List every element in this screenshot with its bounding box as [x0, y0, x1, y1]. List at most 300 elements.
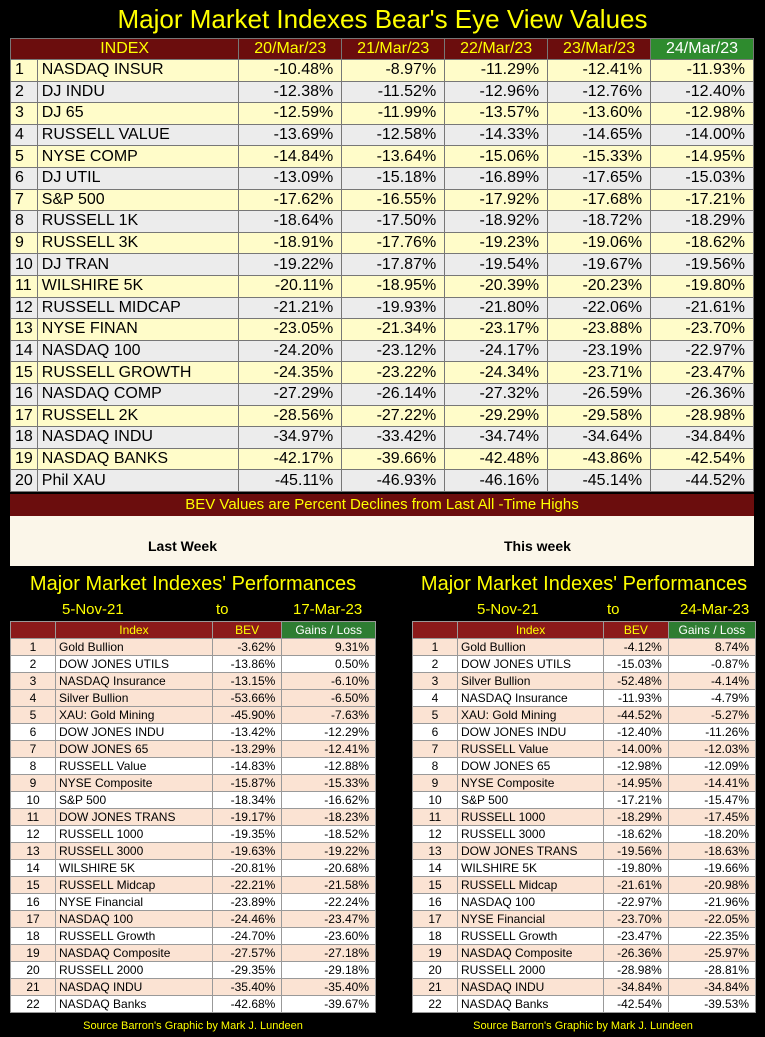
perf-row [413, 911, 756, 928]
perf-row [11, 860, 376, 877]
perf-gain-loss: -16.62% [282, 792, 376, 809]
bev-value: -21.21% [239, 297, 342, 319]
perf-row [11, 656, 376, 673]
bev-index-name: Phil XAU [37, 470, 239, 492]
perf-bev: -26.36% [604, 945, 669, 962]
perf-gain-loss: -5.27% [668, 707, 755, 724]
perf-gain-loss: -39.67% [282, 996, 376, 1013]
this-week-label: This week [504, 538, 571, 554]
bev-value: -12.58% [342, 124, 445, 146]
perf-index-name: RUSSELL 2000 [56, 962, 213, 979]
bev-index-name: S&P 500 [37, 189, 239, 211]
bev-rank: 14 [11, 340, 38, 362]
bev-index-name: NASDAQ BANKS [37, 448, 239, 470]
perf-rank: 9 [11, 775, 56, 792]
perf-row [413, 928, 756, 945]
panel-header-index: Index [458, 622, 604, 639]
perf-rank: 2 [413, 656, 458, 673]
perf-gain-loss: -4.14% [668, 673, 755, 690]
perf-bev: -44.52% [604, 707, 669, 724]
bev-value: -16.55% [342, 189, 445, 211]
perf-index-name: DOW JONES 65 [56, 741, 213, 758]
perf-row [413, 996, 756, 1013]
bev-value: -17.92% [445, 189, 548, 211]
perf-rank: 12 [413, 826, 458, 843]
perf-rank: 5 [11, 707, 56, 724]
bev-value: -46.93% [342, 470, 445, 492]
bev-value: -24.20% [239, 340, 342, 362]
perf-gain-loss: -14.41% [668, 775, 755, 792]
perf-bev: -18.29% [604, 809, 669, 826]
perf-index-name: Gold Bullion [56, 639, 213, 656]
bev-value: -34.74% [445, 427, 548, 449]
perf-rank: 14 [413, 860, 458, 877]
bev-value: -34.84% [651, 427, 754, 449]
bev-rank: 19 [11, 448, 38, 470]
perf-gain-loss: -27.18% [282, 945, 376, 962]
perf-rank: 21 [11, 979, 56, 996]
bev-value: -21.80% [445, 297, 548, 319]
perf-rank: 22 [413, 996, 458, 1013]
perf-gain-loss: -19.66% [668, 860, 755, 877]
perf-bev: -35.40% [212, 979, 281, 996]
perf-index-name: NYSE Composite [458, 775, 604, 792]
perf-index-name: S&P 500 [56, 792, 213, 809]
perf-row [413, 979, 756, 996]
perf-rank: 18 [413, 928, 458, 945]
perf-row [11, 962, 376, 979]
bev-value: -24.17% [445, 340, 548, 362]
perf-rank: 15 [11, 877, 56, 894]
perf-row [413, 826, 756, 843]
perf-gain-loss: -29.18% [282, 962, 376, 979]
perf-gain-loss: -6.50% [282, 690, 376, 707]
perf-index-name: RUSSELL Growth [56, 928, 213, 945]
perf-rank: 11 [11, 809, 56, 826]
bev-value: -45.14% [548, 470, 651, 492]
perf-rank: 3 [11, 673, 56, 690]
bev-index-name: DJ 65 [37, 103, 239, 125]
bev-rank: 18 [11, 427, 38, 449]
bev-header-index: INDEX [11, 39, 239, 60]
bev-value: -44.52% [651, 470, 754, 492]
perf-rank: 7 [413, 741, 458, 758]
perf-row [11, 775, 376, 792]
bev-rank: 20 [11, 470, 38, 492]
perf-row [413, 690, 756, 707]
perf-gain-loss: 8.74% [668, 639, 755, 656]
perf-rank: 16 [11, 894, 56, 911]
bev-row [11, 232, 754, 254]
bev-value: -12.59% [239, 103, 342, 125]
bev-value: -46.16% [445, 470, 548, 492]
perf-gain-loss: -20.68% [282, 860, 376, 877]
perf-rank: 7 [11, 741, 56, 758]
bev-value: -16.89% [445, 167, 548, 189]
perf-index-name: RUSSELL 3000 [458, 826, 604, 843]
bev-index-name: NYSE FINAN [37, 319, 239, 341]
perf-row [413, 962, 756, 979]
perf-index-name: RUSSELL 3000 [56, 843, 213, 860]
bev-value: -14.84% [239, 146, 342, 168]
perf-bev: -24.70% [212, 928, 281, 945]
perf-row [413, 945, 756, 962]
bev-row [11, 103, 754, 125]
bev-value: -23.12% [342, 340, 445, 362]
bev-value: -21.34% [342, 319, 445, 341]
bev-value: -15.06% [445, 146, 548, 168]
perf-index-name: RUSSELL Growth [458, 928, 604, 945]
bev-value: -34.97% [239, 427, 342, 449]
perf-index-name: Silver Bullion [458, 673, 604, 690]
perf-bev: -23.89% [212, 894, 281, 911]
bev-rank: 15 [11, 362, 38, 384]
bev-footnote: BEV Values are Percent Declines from Last All -Time Highs [10, 494, 754, 516]
perf-gain-loss: -7.63% [282, 707, 376, 724]
bev-value: -22.06% [548, 297, 651, 319]
perf-bev: -23.47% [604, 928, 669, 945]
bev-row [11, 340, 754, 362]
perf-bev: -15.03% [604, 656, 669, 673]
bev-value: -13.09% [239, 167, 342, 189]
bev-value: -28.56% [239, 405, 342, 427]
bev-value: -20.11% [239, 275, 342, 297]
perf-gain-loss: -18.23% [282, 809, 376, 826]
perf-row [413, 809, 756, 826]
perf-bev: -13.15% [212, 673, 281, 690]
bev-value: -18.92% [445, 211, 548, 233]
perf-rank: 17 [11, 911, 56, 928]
bev-value: -19.23% [445, 232, 548, 254]
perf-row [11, 826, 376, 843]
panel-header-row [11, 622, 376, 639]
bev-value: -11.52% [342, 81, 445, 103]
perf-index-name: DOW JONES 65 [458, 758, 604, 775]
perf-rank: 21 [413, 979, 458, 996]
perf-rank: 13 [11, 843, 56, 860]
bev-value: -27.29% [239, 383, 342, 405]
perf-bev: -19.63% [212, 843, 281, 860]
perf-row [413, 877, 756, 894]
bev-value: -26.14% [342, 383, 445, 405]
perf-gain-loss: -11.26% [668, 724, 755, 741]
perf-gain-loss: -12.03% [668, 741, 755, 758]
perf-row [11, 979, 376, 996]
perf-row [11, 843, 376, 860]
perf-row [11, 945, 376, 962]
bev-index-name: RUSSELL GROWTH [37, 362, 239, 384]
perf-row [11, 996, 376, 1013]
perf-bev: -4.12% [604, 639, 669, 656]
perf-rank: 20 [11, 962, 56, 979]
bev-row [11, 211, 754, 233]
bev-value: -19.67% [548, 254, 651, 276]
perf-bev: -18.34% [212, 792, 281, 809]
panel-to-word: to [607, 601, 620, 618]
bev-index-name: NYSE COMP [37, 146, 239, 168]
bev-value: -19.06% [548, 232, 651, 254]
perf-bev: -22.21% [212, 877, 281, 894]
perf-index-name: NYSE Financial [56, 894, 213, 911]
perf-row [413, 792, 756, 809]
perf-bev: -21.61% [604, 877, 669, 894]
perf-gain-loss: -22.24% [282, 894, 376, 911]
perf-gain-loss: -15.47% [668, 792, 755, 809]
last-week-panel [10, 569, 376, 1019]
bev-value: -33.42% [342, 427, 445, 449]
perf-bev: -3.62% [212, 639, 281, 656]
perf-bev: -13.29% [212, 741, 281, 758]
bev-value: -29.29% [445, 405, 548, 427]
bev-rank: 5 [11, 146, 38, 168]
bev-value: -14.00% [651, 124, 754, 146]
perf-rank: 10 [413, 792, 458, 809]
perf-gain-loss: -18.63% [668, 843, 755, 860]
perf-gain-loss: -34.84% [668, 979, 755, 996]
perf-row [11, 894, 376, 911]
bev-rank: 2 [11, 81, 38, 103]
bev-value: -23.71% [548, 362, 651, 384]
bev-value: -21.61% [651, 297, 754, 319]
panel-header-gl: Gains / Loss [668, 622, 755, 639]
perf-row [11, 639, 376, 656]
panel-header-rank [11, 622, 56, 639]
bev-value: -12.96% [445, 81, 548, 103]
bev-value: -18.72% [548, 211, 651, 233]
perf-bev: -11.93% [604, 690, 669, 707]
bev-rank: 12 [11, 297, 38, 319]
bev-value: -43.86% [548, 448, 651, 470]
bev-value: -29.58% [548, 405, 651, 427]
bev-index-name: NASDAQ INDU [37, 427, 239, 449]
perf-gain-loss: -4.79% [668, 690, 755, 707]
perf-gain-loss: 9.31% [282, 639, 376, 656]
bev-row [11, 297, 754, 319]
bev-value: -14.65% [548, 124, 651, 146]
panel-title: Major Market Indexes' Performances [29, 573, 357, 595]
perf-rank: 12 [11, 826, 56, 843]
perf-row [11, 741, 376, 758]
perf-row [413, 860, 756, 877]
bev-index-name: NASDAQ 100 [37, 340, 239, 362]
bev-rank: 8 [11, 211, 38, 233]
perf-rank: 6 [413, 724, 458, 741]
perf-gain-loss: -12.09% [668, 758, 755, 775]
bev-value: -23.47% [651, 362, 754, 384]
panel-to-word: to [216, 601, 229, 618]
bev-row [11, 189, 754, 211]
perf-index-name: NYSE Composite [56, 775, 213, 792]
perf-bev: -42.54% [604, 996, 669, 1013]
perf-index-name: RUSSELL Value [458, 741, 604, 758]
perf-rank: 1 [11, 639, 56, 656]
panel-to-date: 17-Mar-23 [293, 601, 363, 618]
panel-from-date: 5-Nov-21 [477, 601, 539, 618]
bev-rank: 1 [11, 60, 38, 82]
perf-rank: 17 [413, 911, 458, 928]
perf-gain-loss: -6.10% [282, 673, 376, 690]
perf-bev: -14.83% [212, 758, 281, 775]
perf-gain-loss: -0.87% [668, 656, 755, 673]
perf-row [11, 809, 376, 826]
perf-gain-loss: -12.29% [282, 724, 376, 741]
perf-gain-loss: -23.60% [282, 928, 376, 945]
bev-header-row [11, 39, 754, 60]
perf-row [413, 656, 756, 673]
perf-row [11, 673, 376, 690]
bev-value: -18.64% [239, 211, 342, 233]
bev-value: -23.19% [548, 340, 651, 362]
bev-header-date-latest: 24/Mar/23 [651, 39, 754, 60]
bev-row [11, 124, 754, 146]
bev-value: -18.29% [651, 211, 754, 233]
perf-gain-loss: -18.20% [668, 826, 755, 843]
perf-index-name: XAU: Gold Mining [56, 707, 213, 724]
bev-value: -17.76% [342, 232, 445, 254]
bev-value: -17.65% [548, 167, 651, 189]
bev-value: -42.17% [239, 448, 342, 470]
bev-value: -19.80% [651, 275, 754, 297]
perf-bev: -20.81% [212, 860, 281, 877]
perf-index-name: XAU: Gold Mining [458, 707, 604, 724]
bev-value: -12.76% [548, 81, 651, 103]
bev-value: -13.69% [239, 124, 342, 146]
perf-row [11, 928, 376, 945]
bev-row [11, 254, 754, 276]
panel-header-rank [413, 622, 458, 639]
perf-index-name: RUSSELL Midcap [56, 877, 213, 894]
perf-bev: -12.40% [604, 724, 669, 741]
perf-row [413, 741, 756, 758]
bev-value: -11.99% [342, 103, 445, 125]
perf-bev: -27.57% [212, 945, 281, 962]
perf-row [11, 758, 376, 775]
perf-bev: -28.98% [604, 962, 669, 979]
perf-index-name: NASDAQ INDU [56, 979, 213, 996]
perf-bev: -19.17% [212, 809, 281, 826]
bev-value: -13.57% [445, 103, 548, 125]
bev-value: -17.21% [651, 189, 754, 211]
panel-header-gl: Gains / Loss [282, 622, 376, 639]
bev-table [10, 38, 754, 492]
bev-row [11, 427, 754, 449]
perf-index-name: NASDAQ 100 [56, 911, 213, 928]
perf-index-name: DOW JONES UTILS [458, 656, 604, 673]
perf-index-name: NASDAQ Banks [56, 996, 213, 1013]
perf-index-name: NASDAQ Insurance [56, 673, 213, 690]
perf-bev: -14.95% [604, 775, 669, 792]
perf-gain-loss: -17.45% [668, 809, 755, 826]
bev-value: -13.64% [342, 146, 445, 168]
bev-value: -20.39% [445, 275, 548, 297]
perf-gain-loss: -21.96% [668, 894, 755, 911]
bev-rank: 17 [11, 405, 38, 427]
bev-value: -27.32% [445, 383, 548, 405]
panel-to-date: 24-Mar-23 [680, 601, 750, 618]
perf-index-name: RUSSELL Midcap [458, 877, 604, 894]
bev-row [11, 167, 754, 189]
perf-index-name: DOW JONES TRANS [56, 809, 213, 826]
bev-index-name: RUSSELL 3K [37, 232, 239, 254]
panel-header-row [413, 622, 756, 639]
perf-bev: -23.70% [604, 911, 669, 928]
bev-value: -28.98% [651, 405, 754, 427]
bev-row [11, 146, 754, 168]
perf-row [11, 877, 376, 894]
source-credit: Source Barron's Graphic by Mark J. Lundeen [473, 1020, 693, 1032]
bev-row [11, 275, 754, 297]
perf-bev: -52.48% [604, 673, 669, 690]
perf-bev: -34.84% [604, 979, 669, 996]
perf-index-name: RUSSELL 1000 [458, 809, 604, 826]
perf-rank: 1 [413, 639, 458, 656]
perf-rank: 9 [413, 775, 458, 792]
perf-index-name: Silver Bullion [56, 690, 213, 707]
bev-index-name: RUSSELL MIDCAP [37, 297, 239, 319]
bev-row [11, 405, 754, 427]
bev-index-name: DJ INDU [37, 81, 239, 103]
perf-bev: -15.87% [212, 775, 281, 792]
bev-value: -23.05% [239, 319, 342, 341]
bev-index-name: NASDAQ COMP [37, 383, 239, 405]
bev-value: -10.48% [239, 60, 342, 82]
bev-value: -27.22% [342, 405, 445, 427]
bev-row [11, 81, 754, 103]
bev-row [11, 60, 754, 82]
bev-value: -17.62% [239, 189, 342, 211]
bev-value: -17.50% [342, 211, 445, 233]
bev-header-date: 23/Mar/23 [548, 39, 651, 60]
page-title: Major Market Indexes Bear's Eye View Values [117, 4, 648, 34]
perf-rank: 6 [11, 724, 56, 741]
bev-rank: 9 [11, 232, 38, 254]
bev-value: -11.29% [445, 60, 548, 82]
perf-rank: 19 [11, 945, 56, 962]
bev-value: -13.60% [548, 103, 651, 125]
bev-header-date: 22/Mar/23 [445, 39, 548, 60]
perf-rank: 2 [11, 656, 56, 673]
bev-value: -19.54% [445, 254, 548, 276]
bev-rank: 13 [11, 319, 38, 341]
bev-value: -12.41% [548, 60, 651, 82]
perf-row [413, 724, 756, 741]
perf-bev: -53.66% [212, 690, 281, 707]
panel-header-index: Index [56, 622, 213, 639]
bev-value: -19.22% [239, 254, 342, 276]
perf-index-name: WILSHIRE 5K [56, 860, 213, 877]
perf-gain-loss: -18.52% [282, 826, 376, 843]
perf-index-name: NASDAQ Composite [56, 945, 213, 962]
perf-index-name: DOW JONES TRANS [458, 843, 604, 860]
bev-rank: 4 [11, 124, 38, 146]
perf-rank: 8 [413, 758, 458, 775]
bev-value: -14.95% [651, 146, 754, 168]
bev-header-date: 21/Mar/23 [342, 39, 445, 60]
perf-index-name: NASDAQ Composite [458, 945, 604, 962]
panel-header-bev: BEV [212, 622, 281, 639]
perf-bev: -22.97% [604, 894, 669, 911]
bev-value: -42.54% [651, 448, 754, 470]
perf-index-name: RUSSELL 2000 [458, 962, 604, 979]
bev-header-date: 20/Mar/23 [239, 39, 342, 60]
perf-rank: 20 [413, 962, 458, 979]
perf-bev: -17.21% [604, 792, 669, 809]
bev-value: -17.68% [548, 189, 651, 211]
bev-value: -23.88% [548, 319, 651, 341]
perf-rank: 22 [11, 996, 56, 1013]
bev-rank: 7 [11, 189, 38, 211]
perf-rank: 11 [413, 809, 458, 826]
